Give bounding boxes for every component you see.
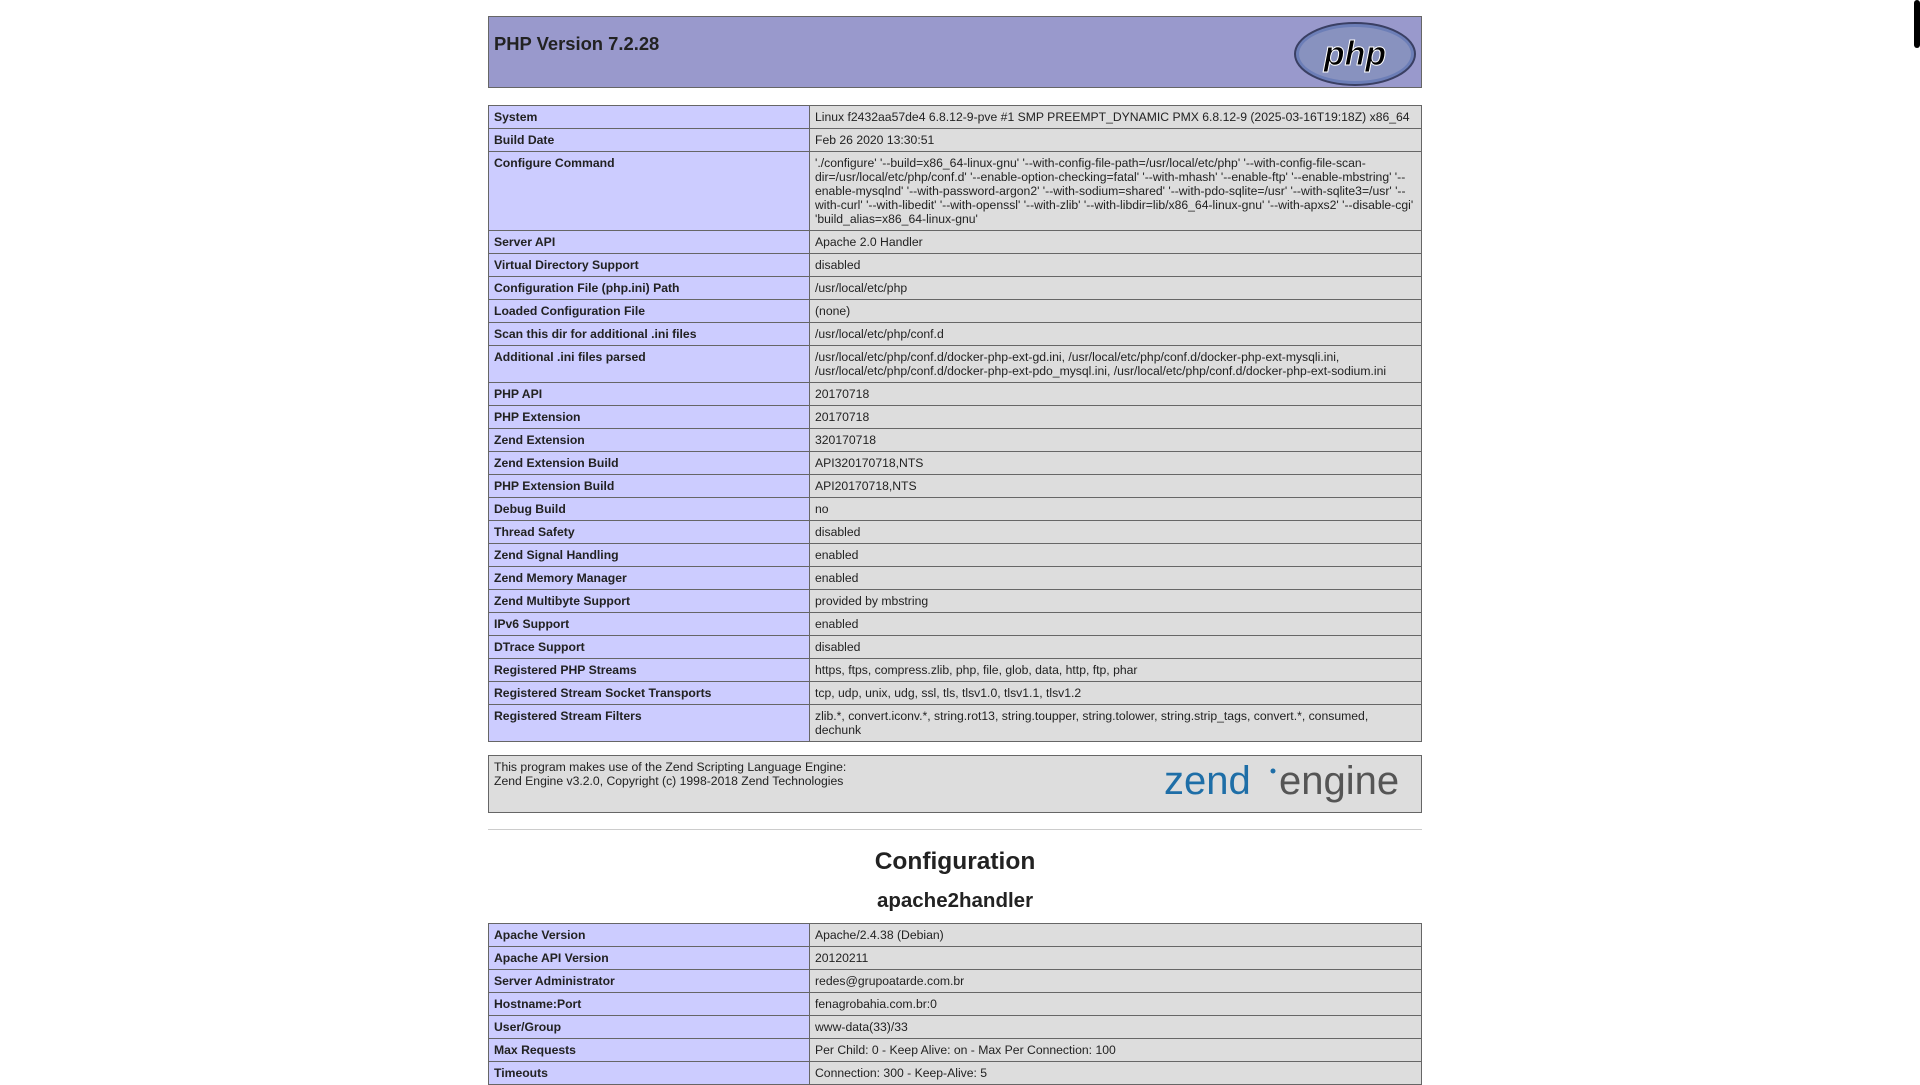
row-value: (none) bbox=[810, 300, 1422, 323]
row-key: Registered PHP Streams bbox=[489, 659, 810, 682]
row-value: enabled bbox=[810, 613, 1422, 636]
row-key: Zend Extension Build bbox=[489, 452, 810, 475]
row-value: www-data(33)/33 bbox=[810, 1016, 1422, 1039]
table-row bbox=[489, 129, 1422, 152]
row-key: Registered Stream Socket Transports bbox=[489, 682, 810, 705]
row-value: Connection: 300 - Keep-Alive: 5 bbox=[810, 1062, 1422, 1085]
zend-logo-word-2: engine bbox=[1279, 760, 1400, 803]
zend-engine-text bbox=[494, 760, 846, 788]
row-key: Configure Command bbox=[489, 152, 810, 231]
row-key: Zend Extension bbox=[489, 429, 810, 452]
row-value: /usr/local/etc/php/conf.d/docker-php-ext-gd.ini, /usr/local/etc/php/conf.d/docker-php-ext-mysqli.ini, /usr/local/etc/php/conf.d/docker-php-ext-pdo_mysql.ini, /usr/local/etc/php/conf.d/docker-php-ext-sodium.ini bbox=[810, 346, 1422, 383]
table-row bbox=[489, 452, 1422, 475]
row-key: Zend Memory Manager bbox=[489, 567, 810, 590]
row-value: Per Child: 0 - Keep Alive: on - Max Per Connection: 100 bbox=[810, 1039, 1422, 1062]
table-row bbox=[489, 947, 1422, 970]
table-row bbox=[489, 254, 1422, 277]
zend-engine-box bbox=[488, 755, 1422, 813]
table-row bbox=[489, 300, 1422, 323]
row-key: Thread Safety bbox=[489, 521, 810, 544]
row-value: fenagrobahia.com.br:0 bbox=[810, 993, 1422, 1016]
row-value: Apache/2.4.38 (Debian) bbox=[810, 924, 1422, 947]
module-heading-apache2handler: apache2handler bbox=[876, 889, 1034, 912]
row-value: API320170718,NTS bbox=[810, 452, 1422, 475]
table-row bbox=[489, 682, 1422, 705]
zend-logo-word-1: zend bbox=[1164, 760, 1251, 803]
table-row bbox=[489, 231, 1422, 254]
row-value: 20170718 bbox=[810, 383, 1422, 406]
zend-line-2: Zend Engine v3.2.0, Copyright (c) 1998-2018 Zend Technologies bbox=[494, 774, 844, 788]
row-key: Timeouts bbox=[489, 1062, 810, 1085]
table-row bbox=[489, 106, 1422, 129]
table-row bbox=[489, 1016, 1422, 1039]
table-row bbox=[489, 152, 1422, 231]
table-row bbox=[489, 383, 1422, 406]
row-value: /usr/local/etc/php/conf.d bbox=[810, 323, 1422, 346]
row-key: Apache Version bbox=[489, 924, 810, 947]
row-key: Apache API Version bbox=[489, 947, 810, 970]
row-key: Server Administrator bbox=[489, 970, 810, 993]
table-row bbox=[489, 613, 1422, 636]
row-key: PHP Extension bbox=[489, 406, 810, 429]
row-value: Linux f2432aa57de4 6.8.12-9-pve #1 SMP PREEMPT_DYNAMIC PMX 6.8.12-9 (2025-03-16T19:18Z) x86_64 bbox=[810, 106, 1422, 129]
php-logo-icon[interactable] bbox=[1293, 21, 1417, 87]
table-row bbox=[489, 521, 1422, 544]
table-row bbox=[489, 636, 1422, 659]
row-value: API20170718,NTS bbox=[810, 475, 1422, 498]
row-key: Scan this dir for additional .ini files bbox=[489, 323, 810, 346]
row-value: enabled bbox=[810, 567, 1422, 590]
table-row bbox=[489, 406, 1422, 429]
row-value: no bbox=[810, 498, 1422, 521]
zend-engine-logo-icon[interactable] bbox=[1164, 760, 1416, 810]
table-row bbox=[489, 475, 1422, 498]
row-key: DTrace Support bbox=[489, 636, 810, 659]
row-value: zlib.*, convert.iconv.*, string.rot13, string.toupper, string.tolower, string.strip_tags, convert.*, consumed, dechunk bbox=[810, 705, 1422, 742]
row-key: Zend Multibyte Support bbox=[489, 590, 810, 613]
row-key: Server API bbox=[489, 231, 810, 254]
row-key: System bbox=[489, 106, 810, 129]
table-row bbox=[489, 346, 1422, 383]
row-value: disabled bbox=[810, 521, 1422, 544]
table-row bbox=[489, 924, 1422, 947]
php-logo-text: php bbox=[1323, 35, 1387, 73]
row-value: 320170718 bbox=[810, 429, 1422, 452]
row-value: disabled bbox=[810, 636, 1422, 659]
table-row bbox=[489, 705, 1422, 742]
zend-line-1: This program makes use of the Zend Scripting Language Engine: bbox=[494, 760, 847, 774]
scrollbar-thumb[interactable] bbox=[1914, 0, 1920, 48]
row-value: tcp, udp, unix, udg, ssl, tls, tlsv1.0, tlsv1.1, tlsv1.2 bbox=[810, 682, 1422, 705]
row-value: Feb 26 2020 13:30:51 bbox=[810, 129, 1422, 152]
configuration-heading: Configuration bbox=[874, 848, 1036, 875]
row-key: Debug Build bbox=[489, 498, 810, 521]
section-divider bbox=[488, 829, 1422, 830]
row-value: 20170718 bbox=[810, 406, 1422, 429]
table-row bbox=[489, 429, 1422, 452]
row-key: Additional .ini files parsed bbox=[489, 346, 810, 383]
page-title: PHP Version 7.2.28 bbox=[494, 33, 660, 54]
apache-config-table bbox=[488, 923, 1422, 1085]
table-row bbox=[489, 1062, 1422, 1085]
row-key: PHP API bbox=[489, 383, 810, 406]
table-row bbox=[489, 498, 1422, 521]
row-value: provided by mbstring bbox=[810, 590, 1422, 613]
row-value: redes@grupoatarde.com.br bbox=[810, 970, 1422, 993]
phpinfo-page bbox=[488, 16, 1422, 1085]
row-value: './configure' '--build=x86_64-linux-gnu' '--with-config-file-path=/usr/local/etc/php' '--with-config-file-scan-dir=/usr/local/etc/php/conf.d' '--enable-option-checking=fatal' '--with-mhash' '--enable-ftp' '--enable-mbstring' '--enable-mysqlnd' '--with-password-argon2' '--with-sodium=shared' '--with-pdo-sqlite=/usr' '--with-sqlite3=/usr' '--with-curl' '--with-libedit' '--with-openssl' '--with-zlib' '--with-libdir=lib/x86_64-linux-gnu' '--with-apxs2' '--disable-cgi' 'build_alias=x86_64-linux-gnu' bbox=[810, 152, 1422, 231]
row-value: enabled bbox=[810, 544, 1422, 567]
row-key: PHP Extension Build bbox=[489, 475, 810, 498]
row-value: disabled bbox=[810, 254, 1422, 277]
row-key: Virtual Directory Support bbox=[489, 254, 810, 277]
row-value: Apache 2.0 Handler bbox=[810, 231, 1422, 254]
system-info-table bbox=[488, 105, 1422, 742]
table-row bbox=[489, 1039, 1422, 1062]
table-row bbox=[489, 659, 1422, 682]
table-row bbox=[489, 323, 1422, 346]
row-key: IPv6 Support bbox=[489, 613, 810, 636]
row-key: Registered Stream Filters bbox=[489, 705, 810, 742]
row-key: Configuration File (php.ini) Path bbox=[489, 277, 810, 300]
row-value: https, ftps, compress.zlib, php, file, glob, data, http, ftp, phar bbox=[810, 659, 1422, 682]
version-header bbox=[488, 16, 1422, 88]
row-key: Hostname:Port bbox=[489, 993, 810, 1016]
row-key: User/Group bbox=[489, 1016, 810, 1039]
row-key: Zend Signal Handling bbox=[489, 544, 810, 567]
row-key: Max Requests bbox=[489, 1039, 810, 1062]
table-row bbox=[489, 970, 1422, 993]
table-row bbox=[489, 567, 1422, 590]
row-key: Build Date bbox=[489, 129, 810, 152]
row-value: 20120211 bbox=[810, 947, 1422, 970]
table-row bbox=[489, 590, 1422, 613]
row-key: Loaded Configuration File bbox=[489, 300, 810, 323]
table-row bbox=[489, 993, 1422, 1016]
row-value: /usr/local/etc/php bbox=[810, 277, 1422, 300]
table-row bbox=[489, 277, 1422, 300]
table-row bbox=[489, 544, 1422, 567]
